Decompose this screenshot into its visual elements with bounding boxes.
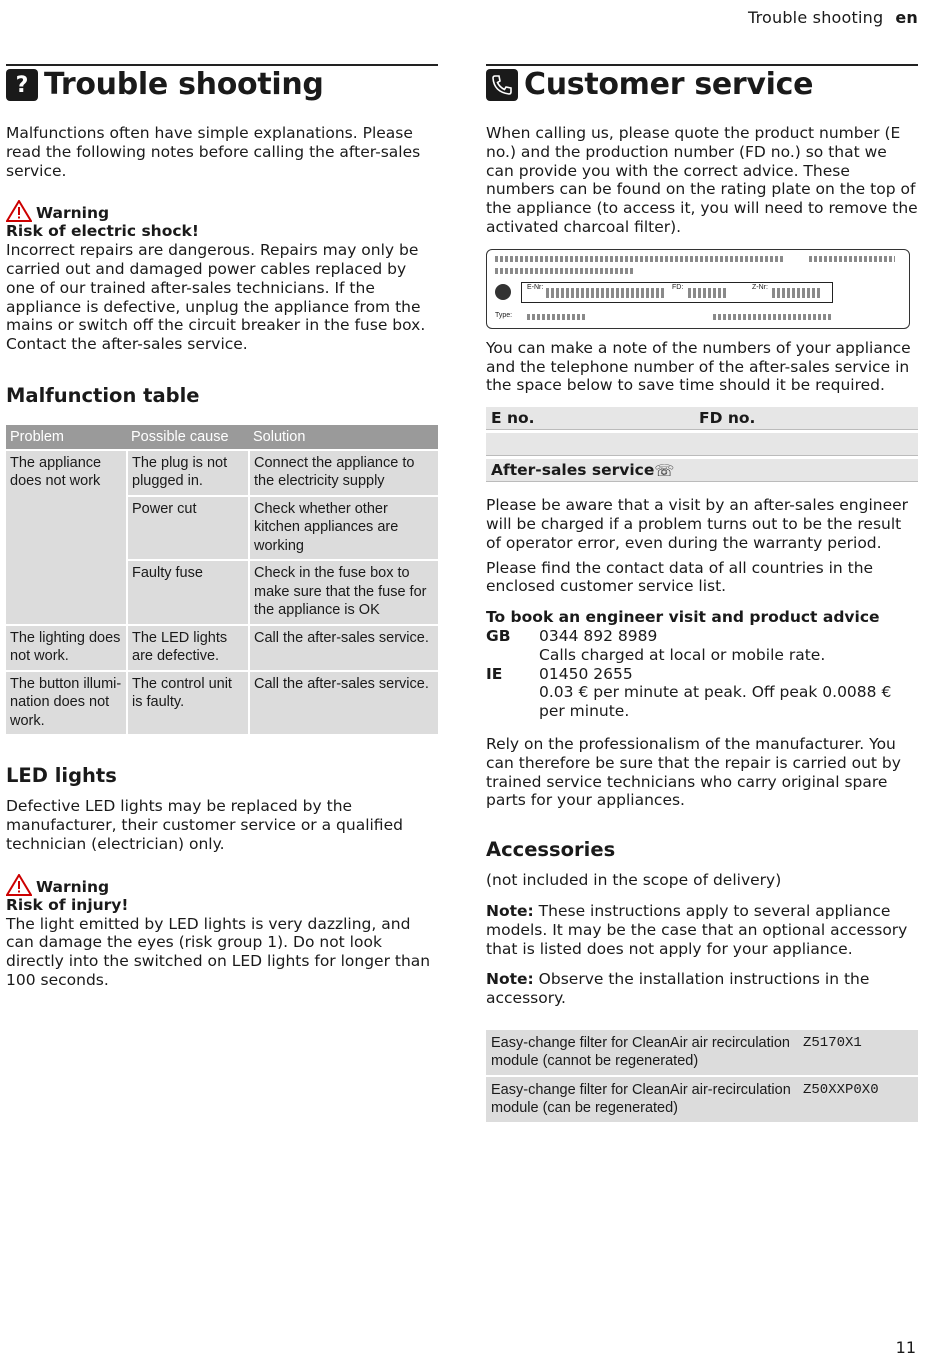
rating-plate-illustration <box>486 249 910 329</box>
contact-country: GB <box>486 626 511 645</box>
contact-note: 0.03 € per minute at peak. Off peak 0.0088 € per minute. <box>539 683 892 721</box>
table-header-cause: Possible cause <box>127 425 249 450</box>
warning-text: The light emitted by LED lights is very dazzling, and can damage the eyes (risk group 1). Do not look directly into the switched on LED lights for longer than 100 seconds. <box>6 914 431 990</box>
malfunction-table <box>6 425 438 735</box>
customer-service-intro: When calling us, please quote the product number (E no.) and the production number (FD no.) so that we can provide you with the correct advice. These numbers can be found on the rating plate on the top of the appliance (to access it, you will need to remove the activated charcoal filter). <box>486 124 918 236</box>
customer-service-heading: Customer service <box>524 67 814 102</box>
table-row <box>6 450 438 496</box>
warning-text: Incorrect repairs are dangerous. Repairs may only be carried out and damaged power cables replaced by one of our trained after-sales technicians. If the appliance is defective, unplug the appliance from the mains or switch off the circuit breaker in the fuse box. Contact the after-sales service. <box>6 241 426 354</box>
rely-text: Rely on the professionalism of the manufacturer. You can therefore be sure that the repair is carried out by trained service technicians who carry original spare parts for your appliances. <box>486 734 901 810</box>
led-lights-text: Defective LED lights may be replaced by the manufacturer, their customer service or a qualified technician (electrician) only. <box>6 797 403 854</box>
accessory-row <box>486 1076 918 1122</box>
note-text: These instructions apply to several appliance models. It may be the case that an optional accessory that is listed does not apply for your appliance. <box>486 901 908 958</box>
note-label: Note: <box>486 901 534 920</box>
warning-headline: Risk of injury! <box>6 895 129 914</box>
e-no-label: E no. <box>491 409 535 428</box>
question-icon: ? <box>6 69 38 101</box>
trouble-intro: Malfunctions often have simple explanations. Please read the following notes before calling the after-sales service. <box>6 124 421 180</box>
warning-triangle-icon <box>6 200 32 222</box>
table-row <box>6 625 438 671</box>
plate-number-box <box>521 282 833 303</box>
accessories-table <box>486 1030 918 1122</box>
telephone-icon: ☏ <box>654 460 675 480</box>
cause-cell: The LED lights are defective. <box>127 625 249 671</box>
cause-cell: Power cut <box>127 496 249 561</box>
phone-icon <box>486 69 518 101</box>
plate-type-label: Type: <box>495 311 513 319</box>
contact-number: 0344 892 8989 <box>539 626 658 645</box>
cause-cell: The control unit is faulty. <box>127 671 249 735</box>
accessory-name: Easy-change filter for CleanAir air-recirculation module (can be regenerated) <box>486 1076 798 1122</box>
problem-cell: The appliance does not work <box>6 450 127 625</box>
note-2 <box>486 970 918 1008</box>
fd-no-label: FD no. <box>699 409 756 428</box>
warning-header <box>6 874 438 896</box>
note-numbers-text: You can make a note of the numbers of your appliance and the telephone number of the after-sales service in the space below to save time should it be required. <box>486 338 911 395</box>
table-row <box>6 671 438 735</box>
cause-cell: Faulty fuse <box>127 560 249 625</box>
plate-logo-icon <box>495 284 511 300</box>
visit-charge-text: Please be aware that a visit by an after-sales engineer will be charged if a problem turns out to be the result of operator error, even during the warranty period. <box>486 496 909 552</box>
after-sales-row <box>486 459 918 482</box>
solution-cell: Call the after-sales service. <box>249 671 438 735</box>
table-header-problem: Problem <box>6 425 127 450</box>
contact-country: IE <box>486 664 503 683</box>
right-column <box>486 64 918 1122</box>
contact-note: Calls charged at local or mobile rate. <box>539 645 826 664</box>
solution-cell: Check in the fuse box to make sure that the fuse for the appliance is OK <box>249 560 438 625</box>
warning-label: Warning <box>36 204 110 223</box>
note-1 <box>486 902 918 958</box>
trouble-shooting-heading: Trouble shooting <box>44 67 324 102</box>
note-text: Observe the installation instructions in the accessory. <box>486 970 870 1008</box>
contact-ie <box>486 665 918 721</box>
contact-number: 01450 2655 <box>539 664 633 683</box>
accessory-row <box>486 1030 918 1076</box>
malfunction-table-heading: Malfunction table <box>6 383 200 407</box>
warning-header <box>6 200 438 222</box>
e-fd-row <box>486 407 918 430</box>
plate-fd-label: FD: <box>672 283 684 291</box>
accessories-subtitle: (not included in the scope of delivery) <box>486 871 782 890</box>
contact-gb <box>486 627 918 665</box>
page-header <box>748 8 918 27</box>
accessory-code: Z5170X1 <box>798 1030 918 1076</box>
header-section: Trouble shooting <box>747 8 884 27</box>
plate-enr-label: E-Nr: <box>527 283 544 291</box>
accessories-heading: Accessories <box>486 838 616 862</box>
number-note-table <box>486 407 918 482</box>
book-engineer-heading: To book an engineer visit and product advice <box>486 608 880 627</box>
solution-cell: Connect the appliance to the electricity supply <box>249 450 438 496</box>
plate-znr-label: Z-Nr: <box>752 283 768 291</box>
accessory-code: Z50XXP0X0 <box>798 1076 918 1122</box>
accessory-name: Easy-change filter for CleanAir air recirculation module (cannot be regenerated) <box>486 1030 798 1076</box>
problem-cell: The lighting does not work. <box>6 625 127 671</box>
led-lights-heading: LED lights <box>6 764 117 788</box>
cause-cell: The plug is not plugged in. <box>127 450 249 496</box>
left-column <box>6 64 438 990</box>
table-header-solution: Solution <box>249 425 438 450</box>
warning-triangle-icon <box>6 874 32 896</box>
warning-label: Warning <box>36 877 110 896</box>
trouble-shooting-title <box>6 64 438 102</box>
after-sales-label: After-sales service <box>491 461 655 480</box>
warning-headline: Risk of electric shock! <box>6 222 199 241</box>
customer-service-title <box>486 64 918 102</box>
problem-cell: The button illumi-nation does not work. <box>6 671 127 735</box>
solution-cell: Check whether other kitchen appliances are working <box>249 496 438 561</box>
note-label: Note: <box>486 970 534 989</box>
header-language: en <box>895 8 918 27</box>
page-number: 11 <box>895 1338 916 1357</box>
solution-cell: Call the after-sales service. <box>249 625 438 671</box>
blank-note-row <box>486 433 918 456</box>
contact-data-text: Please find the contact data of all countries in the enclosed customer service list. <box>486 558 874 596</box>
